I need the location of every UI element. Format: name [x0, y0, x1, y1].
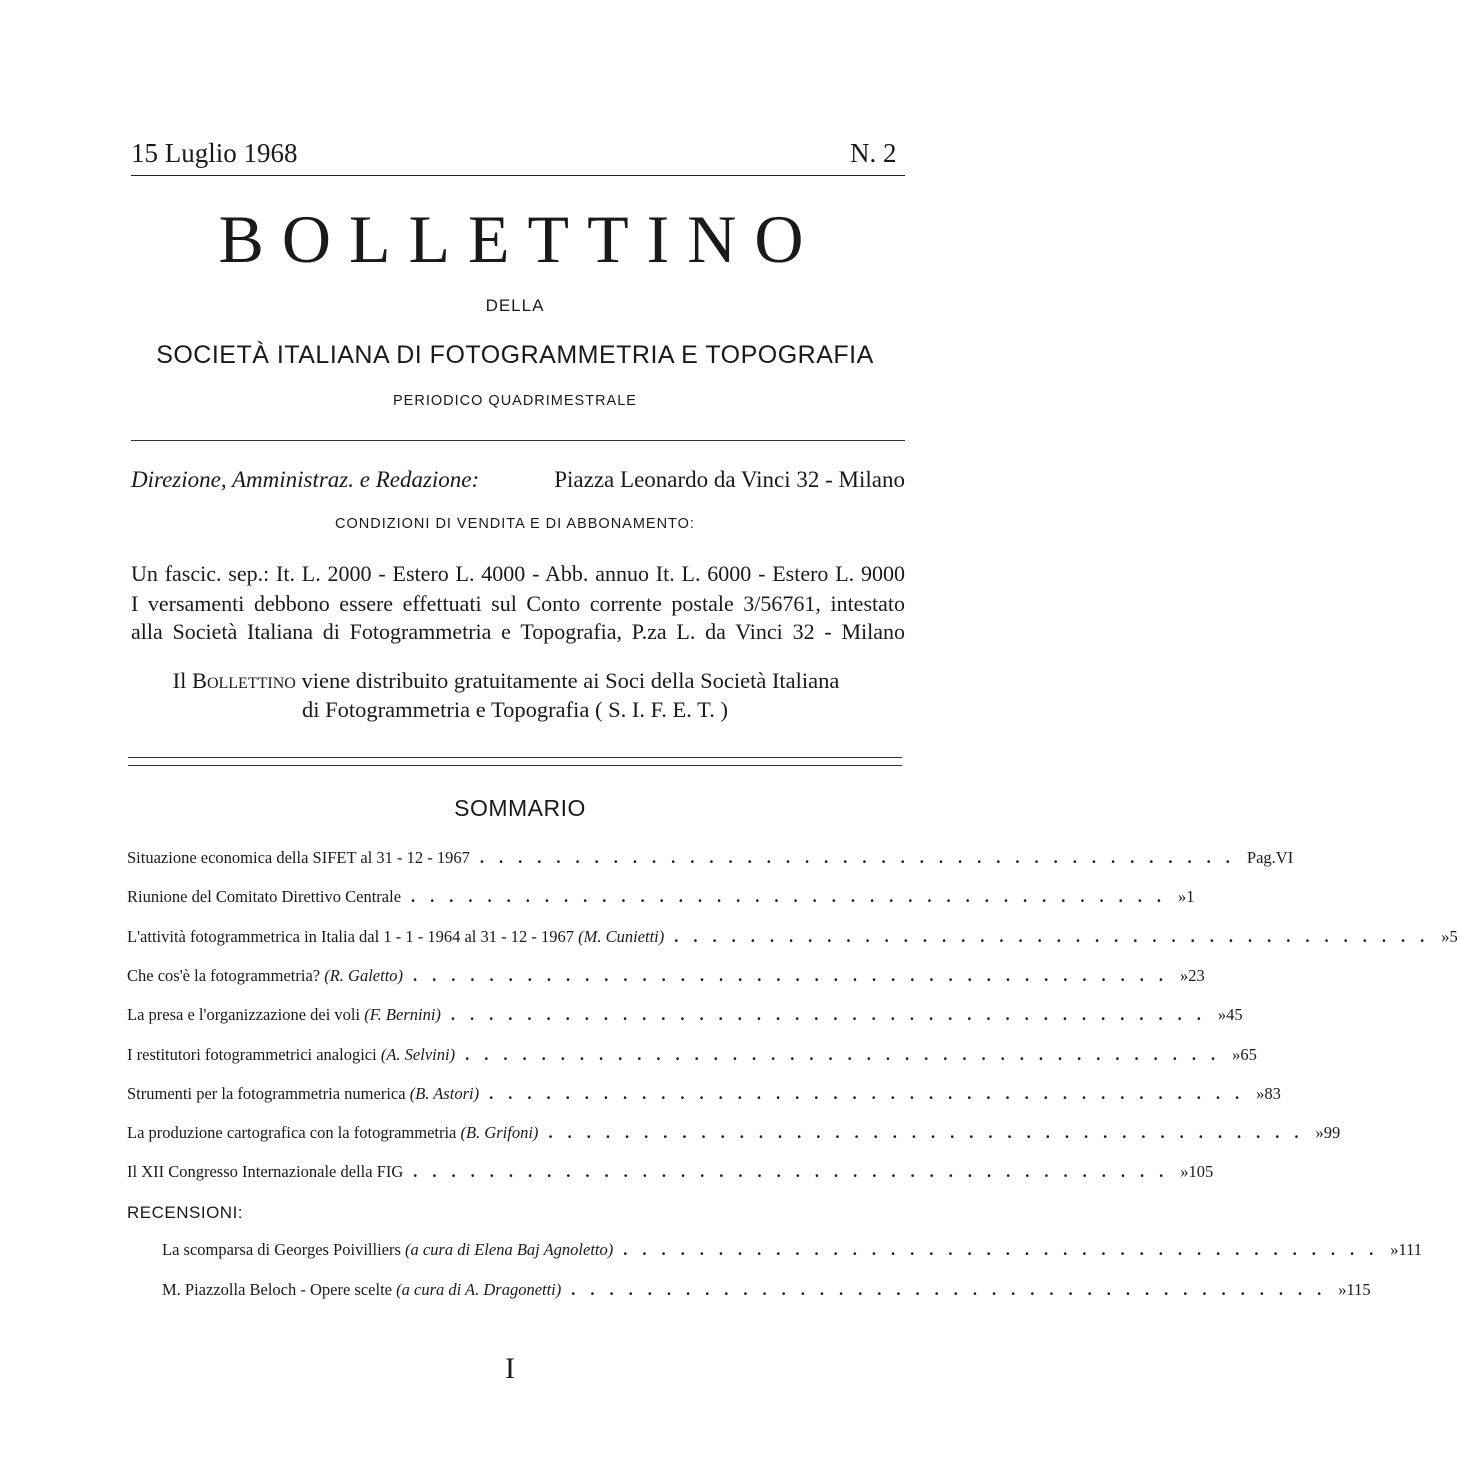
toc-page-mark: » — [1390, 1240, 1399, 1259]
toc-title-text: Situazione economica della SIFET al 31 - 12 - 1967 — [127, 848, 470, 867]
toc-entry-title — [127, 1045, 455, 1065]
toc-page-ref — [1313, 1123, 1340, 1143]
toc-entry — [127, 1044, 1257, 1073]
toc-entry-title — [127, 1162, 403, 1182]
toc-author: (B. Astori) — [409, 1083, 480, 1103]
toc-page-mark: Pag. — [1246, 848, 1276, 867]
conditions-heading: CONDIZIONI DI VENDITA E DI ABBONAMENTO: — [335, 516, 695, 532]
distribution-line-1 — [0, 668, 1012, 694]
masthead-title: BOLLETTINO — [218, 201, 822, 277]
header-rule — [131, 175, 905, 176]
toc-entry-title — [162, 1240, 613, 1260]
toc-author: (A. Selvini) — [380, 1044, 456, 1064]
section-double-rule — [128, 757, 902, 766]
toc-entry-title — [127, 848, 470, 868]
toc-page-number: 23 — [1188, 965, 1205, 985]
recensione-entry — [162, 1279, 1371, 1308]
distribution-rest: viene distribuito gratuitamente ai Soci della Società Italiana — [301, 668, 840, 693]
toc-entry — [127, 848, 1294, 876]
toc-page-number: 65 — [1240, 1044, 1257, 1064]
toc-page-number: VI — [1275, 848, 1294, 867]
toc-page-mark: » — [1315, 1123, 1324, 1143]
toc-page-number: 5 — [1449, 926, 1458, 946]
toc-page-mark: » — [1338, 1279, 1347, 1299]
page-number: I — [505, 1352, 515, 1385]
toc-title-text: L'attività fotogrammetrica in Italia dal 1 - 1 - 1964 al 31 - 12 - 1967 — [127, 926, 574, 946]
toc-title-text: Riunione del Comitato Direttivo Centrale — [127, 887, 402, 907]
toc-page-number: 83 — [1264, 1083, 1281, 1103]
toc-page-mark: » — [1180, 965, 1189, 985]
toc-entry — [127, 887, 1195, 915]
toc-entry — [127, 926, 1458, 955]
recensioni-heading: RECENSIONI: — [127, 1203, 244, 1222]
toc-page-number: 115 — [1346, 1279, 1371, 1299]
toc-author: (B. Grifoni) — [460, 1123, 539, 1143]
toc-author: (F. Bernini) — [364, 1005, 441, 1025]
toc-leader-dots: ........................................ — [465, 1044, 1231, 1064]
toc-page-mark: » — [1256, 1083, 1265, 1103]
toc-page-mark: » — [1217, 1005, 1227, 1025]
toc-page-ref — [1178, 966, 1205, 986]
toc-entry-title — [127, 887, 401, 907]
toc-title-text: La produzione cartografica con la fotogrammetria — [127, 1123, 457, 1143]
distribution-prefix: Il — [172, 668, 187, 693]
toc-leader-dots: ........................................ — [450, 1005, 1216, 1025]
direzione-line — [131, 467, 905, 493]
toc-leader-dots: ........................................ — [489, 1083, 1255, 1103]
toc-page-number: 111 — [1398, 1240, 1423, 1259]
sommario-heading: SOMMARIO — [454, 795, 586, 821]
toc-page-ref — [1254, 1084, 1281, 1104]
toc-entry-title — [127, 1123, 538, 1143]
toc-entry — [127, 1162, 1214, 1190]
toc-leader-dots: ........................................ — [479, 848, 1245, 867]
toc-author: (M. Cunietti) — [578, 926, 665, 946]
toc-entry — [127, 1083, 1281, 1112]
toc-page-ref — [1176, 887, 1195, 907]
prices-line: Un fascic. sep.: It. L. 2000 - Estero L. 4000 - Abb. annuo It. L. 6000 - Estero L. 9000 — [131, 561, 905, 586]
distribution-bollettino: Bollettino — [191, 668, 296, 693]
periodicity: PERIODICO QUADRIMESTRALE — [393, 393, 637, 409]
toc-title-text: Strumenti per la fotogrammetria numerica — [127, 1083, 406, 1103]
toc-page-mark: » — [1178, 887, 1187, 907]
toc-leader-dots: ........................................ — [413, 1162, 1179, 1182]
toc-leader-dots: ........................................ — [548, 1123, 1314, 1143]
recensione-entry — [162, 1240, 1423, 1268]
toc-entry — [127, 1123, 1341, 1151]
toc-title-text: I restitutori fotogrammetrici analogici — [127, 1044, 377, 1064]
toc-page-ref — [1216, 1005, 1243, 1025]
distribution-line-2: di Fotogrammetria e Topografia ( S. I. F. E. T. ) — [302, 697, 728, 722]
toc-page-mark: » — [1180, 1162, 1189, 1182]
toc-title-text: Che cos'è la fotogrammetria? — [127, 965, 321, 985]
toc-title-text: La presa e l'organizzazione dei voli — [127, 1005, 361, 1025]
toc-leader-dots: ........................................ — [571, 1279, 1337, 1299]
toc-page-number: 45 — [1226, 1005, 1243, 1025]
issue-date: 15 Luglio 1968 — [131, 138, 298, 168]
toc-page-ref — [1439, 927, 1458, 947]
toc-author: (a cura di A. Dragonetti) — [396, 1279, 562, 1299]
toc-page-ref — [1336, 1280, 1370, 1300]
toc-page-mark: » — [1441, 926, 1450, 946]
society-name: SOCIETÀ ITALIANA DI FOTOGRAMMETRIA E TOPOGRAFIA — [156, 341, 874, 369]
toc-page-number: 1 — [1186, 887, 1195, 907]
toc-page-number: 99 — [1323, 1123, 1341, 1143]
issue-number: N. 2 — [850, 138, 897, 168]
direzione-label: Direzione, Amministraz. e Redazione: — [131, 467, 480, 492]
toc-page-ref — [1230, 1045, 1257, 1065]
toc-entry-title — [127, 1084, 479, 1104]
toc-entry-title — [127, 1005, 441, 1025]
toc-entry-title — [162, 1280, 561, 1300]
toc-title-text: Il XII Congresso Internazionale della FIG — [127, 1162, 404, 1182]
masthead-della: DELLA — [485, 296, 545, 315]
payment-line-1: I versamenti debbono essere effettuati sul Conto corrente postale 3/56761, intestato — [131, 591, 905, 616]
toc-entry — [127, 1005, 1243, 1033]
toc-author: (R. Galetto) — [324, 965, 404, 985]
payment-line-2: alla Società Italiana di Fotogrammetria e Topografia, P.za L. da Vinci 32 - Milano — [131, 619, 905, 644]
toc-page-number: 105 — [1188, 1162, 1214, 1182]
toc-author: (a cura di Elena Baj Agnoletto) — [405, 1240, 614, 1259]
toc-entry-title — [127, 927, 664, 947]
toc-entry-title — [127, 966, 403, 986]
toc-entry — [127, 965, 1205, 994]
toc-title-text: M. Piazzolla Beloch - Opere scelte — [162, 1279, 392, 1299]
toc-leader-dots: ........................................ — [674, 926, 1440, 946]
toc-page-ref — [1245, 848, 1293, 868]
masthead-rule — [131, 440, 905, 441]
toc-page-mark: » — [1232, 1044, 1241, 1064]
toc-leader-dots: ........................................ — [623, 1240, 1389, 1259]
direzione-address: Piazza Leonardo da Vinci 32 - Milano — [554, 467, 905, 492]
toc-page-ref — [1388, 1240, 1422, 1260]
toc-page-ref — [1178, 1162, 1213, 1182]
toc-title-text: La scomparsa di Georges Poivilliers — [162, 1240, 401, 1259]
toc-leader-dots: ........................................ — [411, 887, 1177, 907]
toc-leader-dots: ........................................ — [413, 965, 1179, 985]
